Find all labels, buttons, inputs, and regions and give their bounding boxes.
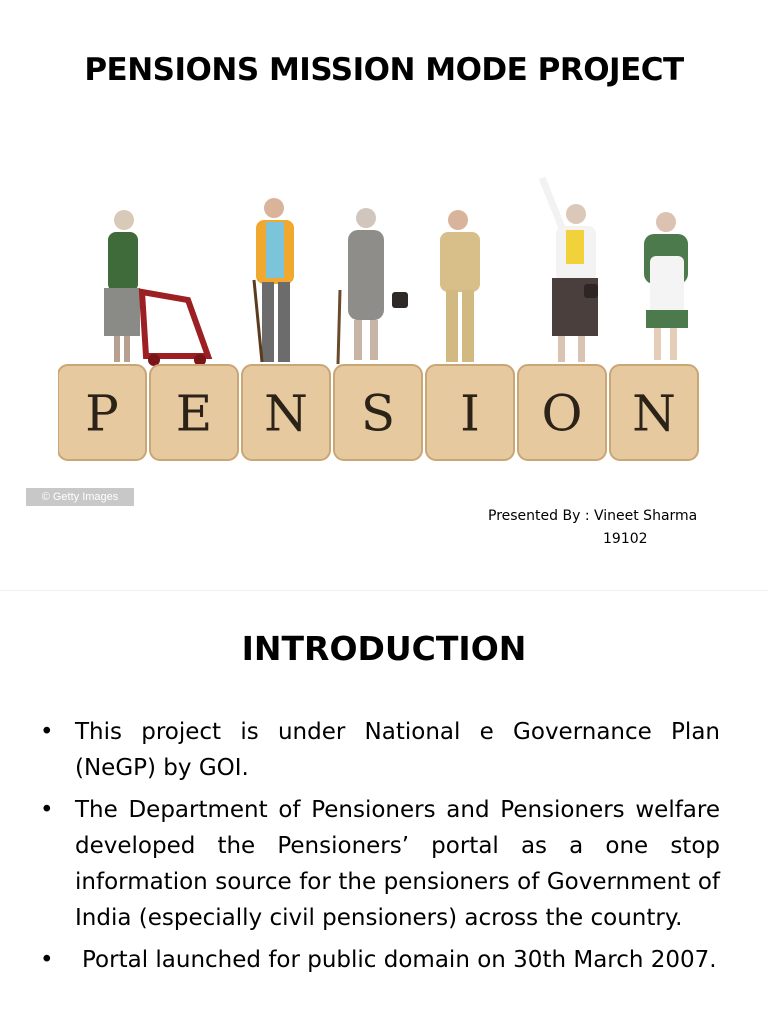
bullet-dot-icon: • [40, 797, 54, 823]
roll-number: 19102 [603, 531, 648, 547]
bullet-item: • The Department of Pensioners and Pensioners welfare developed the Pensioners’ portal as a one stop information source for the pensioners of Government of India (especially civil pensioners) across the country. [40, 792, 720, 936]
bullet-dot-icon: • [40, 719, 54, 745]
presenter-info [488, 505, 697, 551]
slide-2 [0, 590, 768, 1025]
figurine-man-yellow-jacket [254, 198, 294, 362]
figurine-woman-waving [542, 178, 598, 362]
figurine-woman-grey-dress [338, 208, 408, 364]
letter-block [426, 365, 514, 460]
letter-block [242, 365, 330, 460]
letter-block [610, 365, 698, 460]
letter-block [334, 365, 422, 460]
block-letter: N [264, 384, 308, 443]
bullet-item: • Portal launched for public domain on 30th March 2007. [40, 942, 720, 978]
block-letter: I [460, 384, 480, 443]
slide-title: PENSIONS MISSION MODE PROJECT [84, 52, 684, 88]
section-title: INTRODUCTION [241, 629, 527, 668]
image-credit: © Getty Images [26, 488, 134, 506]
bullet-item: • This project is under National e Governance Plan (NeGP) by GOI. [40, 714, 720, 786]
block-letter: E [175, 384, 213, 443]
letter-block [58, 365, 146, 460]
bullet-list [40, 714, 720, 984]
letter-block [518, 365, 606, 460]
block-letter: O [541, 384, 583, 443]
bullet-dot-icon: • [40, 947, 54, 973]
letter-blocks [58, 365, 698, 460]
letter-block [150, 365, 238, 460]
block-letter: N [632, 384, 676, 443]
block-letter: S [360, 384, 396, 443]
figurine-woman-walker [104, 210, 208, 366]
presenter-name: Presented By : Vineet Sharma [488, 508, 698, 524]
figurine-woman-apron [644, 212, 688, 360]
block-letter: P [85, 384, 119, 443]
figurine-man-beige-suit [440, 210, 480, 362]
pension-blocks-photo [58, 160, 718, 480]
